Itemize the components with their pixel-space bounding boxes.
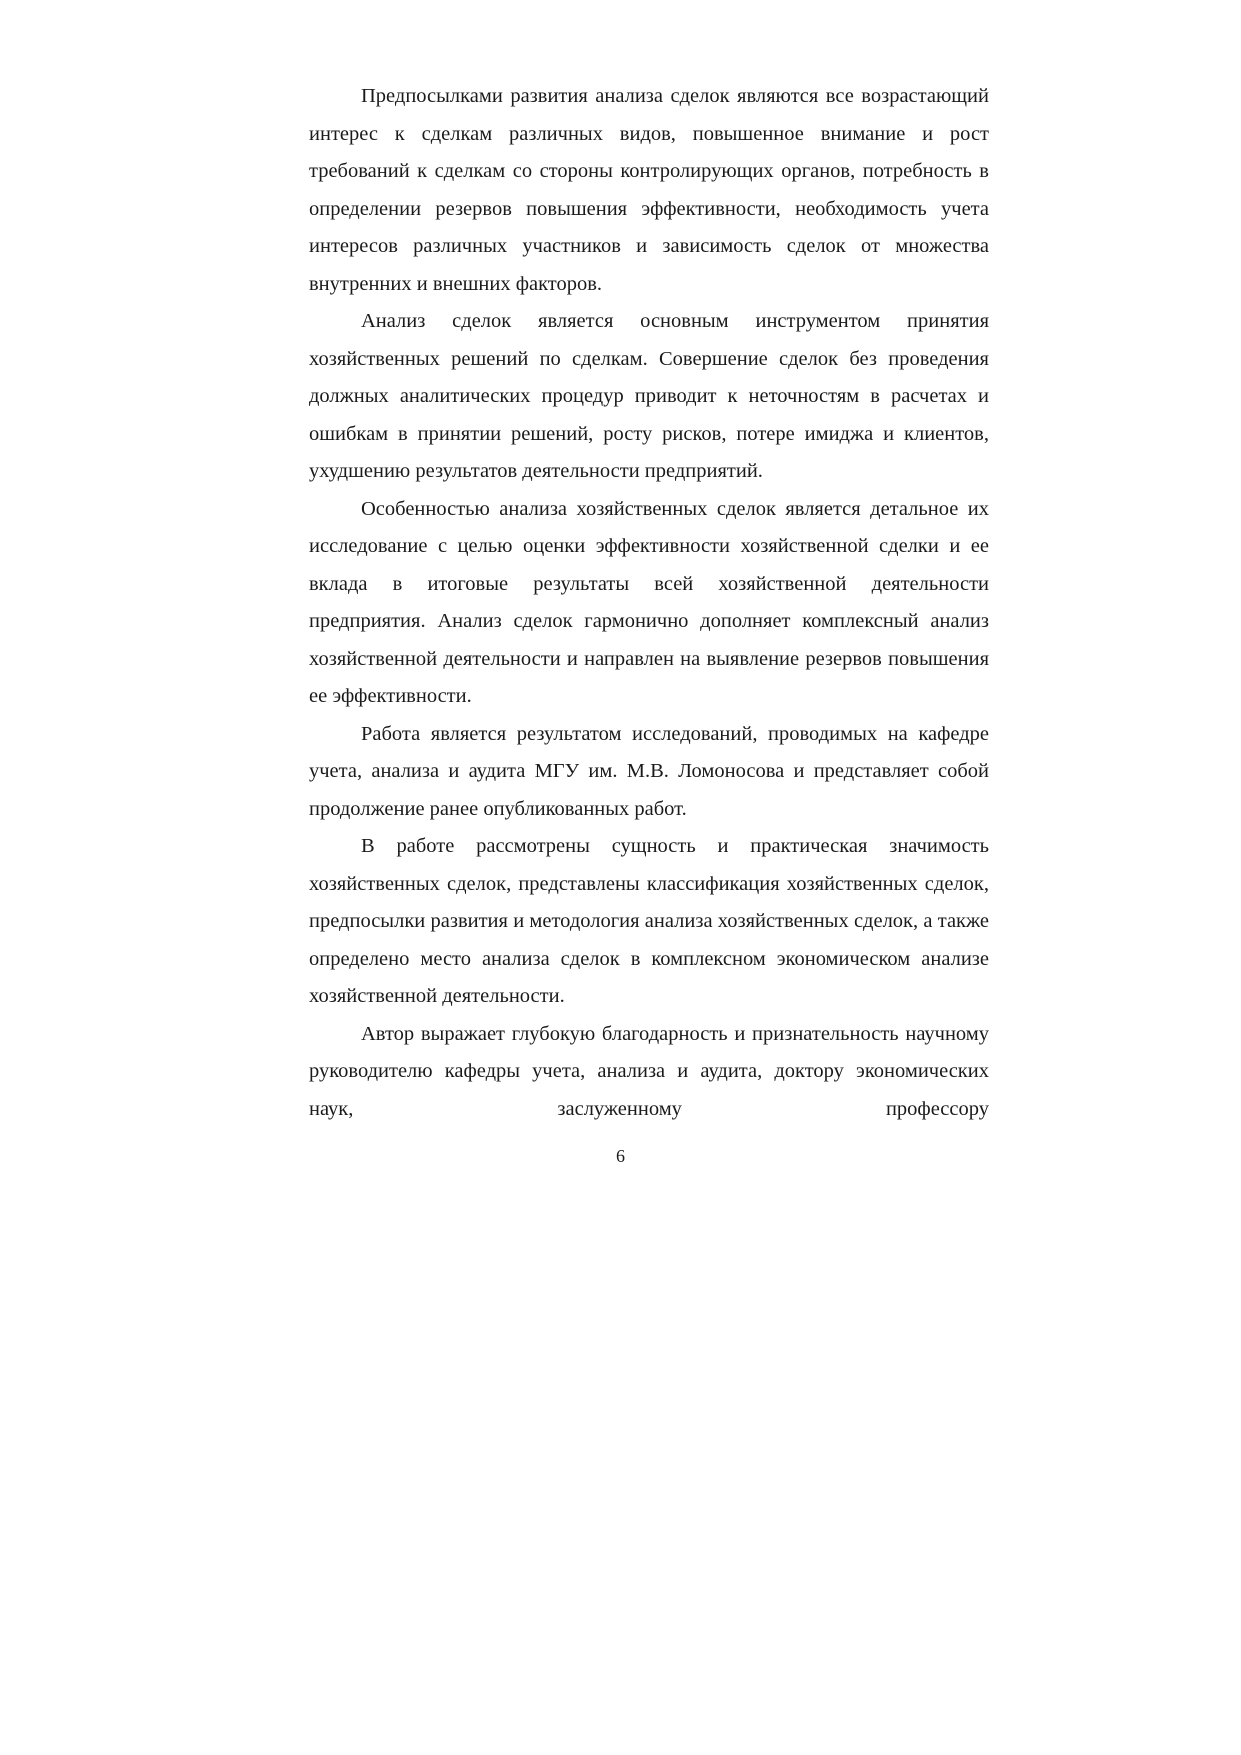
paragraph-3: Особенностью анализа хозяйственных сделок является детальное их исследование с целью оценки эффективности хозяйственной сделки и ее вклада в итоговые результаты всей хозяйственной деятельности предприятия. Анализ сделок гармонично дополняет комплексный анализ хозяйственной деятельности и направлен на выявление резервов повышения ее эффективности. bbox=[309, 497, 989, 707]
paragraph-4: Работа является результатом исследований, проводимых на кафедре учета, анализа и аудита МГУ им. М.В. Ломоносова и представляет собой продолжение ранее опубликованных работ. bbox=[309, 722, 989, 820]
paragraph-5: В работе рассмотрены сущность и практическая значимость хозяйственных сделок, представлены классификация хозяйственных сделок, предпосылки развития и методология анализа хозяйственных сделок, а также определено место анализа сделок в комплексном экономическом анализе хозяйственной деятельности. bbox=[309, 835, 989, 1007]
paragraph-1: Предпосылками развития анализа сделок являются все возрастающий интерес к сделкам различных видов, повышенное внимание и рост требований к сделкам со стороны контролирующих органов, потребность в определении резервов повышения эффективности, необходимость учета интересов различных участников и зависимость сделок от множества внутренних и внешних факторов. bbox=[309, 85, 989, 295]
paragraph-6: Автор выражает глубокую благодарность и признательность научному руководителю кафедры учета, анализа и аудита, доктору экономических наук, заслуженному профессору bbox=[309, 1022, 989, 1120]
page-number: 6 bbox=[616, 1146, 625, 1166]
paragraph-2: Анализ сделок является основным инструментом принятия хозяйственных решений по сделкам. Совершение сделок без проведения должных аналитических процедур приводит к неточностям в расчетах и ошибкам в принятии решений, росту рисков, потере имиджа и клиентов, ухудшению результатов деятельности предприятий. bbox=[309, 310, 989, 482]
body-text bbox=[309, 78, 989, 1128]
